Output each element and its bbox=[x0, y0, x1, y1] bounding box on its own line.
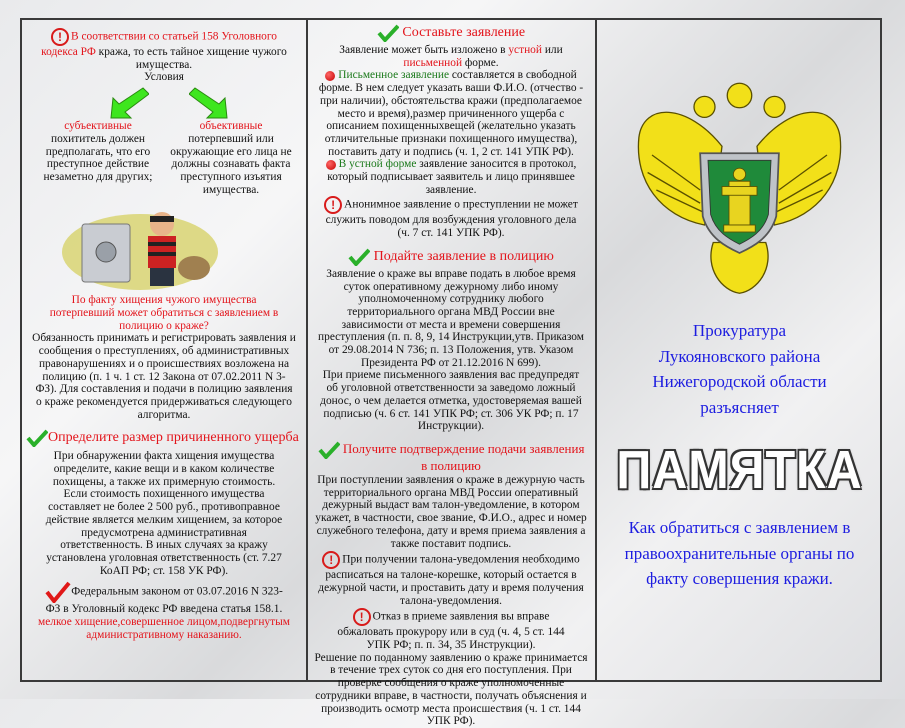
bullet-icon bbox=[326, 160, 336, 170]
column-middle bbox=[309, 20, 593, 728]
thief-illustration bbox=[60, 202, 220, 290]
prosecutor-emblem-logo bbox=[617, 80, 862, 300]
exclamation-icon: ! bbox=[324, 196, 342, 214]
conditions-row bbox=[24, 120, 304, 196]
checkmark-icon bbox=[377, 24, 399, 42]
question-block: По факту хищения чужого имущества потерпевший может обратиться с заявлением в полицию о краже? Обязанность принимать и регистрировать заявления и сообщения о преступлениях, об административных правонарушениях и о происшествиях возложена на полицию (п. 1 ч. 1 ст. 12 Закона от 07.02.2011 N 3-ФЗ). Для составления и подачи в полицию заявления о краже рекомендуется придерживаться следующего алгоритма. bbox=[32, 294, 296, 421]
exclamation-icon: ! bbox=[322, 551, 340, 569]
column-left bbox=[24, 20, 304, 680]
checkmark-icon bbox=[318, 441, 340, 459]
subjective-block: субъективные похититель должен предполагать, что его преступное действие незаметно для других; bbox=[43, 120, 153, 183]
intro-text: ! В соответствии со статьей 158 Уголовного кодекса РФ кража, то есть тайное хищение чужого имущества. Условия bbox=[41, 30, 287, 84]
law-section: Федеральным законом от 03.07.2016 N 323-ФЗ в Уголовный кодекс РФ введена статья 158.1. мелкое хищение,совершенное лицом,подвергнутым административному наказанию. bbox=[24, 581, 304, 641]
subtitle: Как обратиться с заявлением в правоохранительные органы по факту совершения кражи. bbox=[624, 518, 855, 588]
column-divider bbox=[306, 18, 308, 682]
exclamation-icon: ! bbox=[353, 608, 371, 626]
bullet-icon bbox=[325, 71, 335, 81]
compose-section: Составьте заявление Заявление может быть изложено в устной или письменной форме. Письменное заявление составляется в свободной форме. В нем следует указать ваши Ф.И.О. (отчество - при наличии), обстоятельства кражи (предполагаемое место и время),размер причиненного ущерба с описанием похищенныхвещей (желательно указать отличительные признаки похищенного имущества), поставить дату и подпись (ч. 1, 2 ст. 141 УПК РФ). В устной форме заявление заносится в протокол, который подписывает заявитель и лицо принявшее заявление. ! Анонимное заявление о преступлении не может служить поводом для возбуждения уголовного дела (ч. 7 ст. 141 УПК РФ). bbox=[318, 25, 584, 240]
damage-heading: Определите размер причиненного ущерба bbox=[48, 430, 299, 446]
column-right bbox=[597, 20, 882, 680]
conditions-label: Условия bbox=[144, 71, 184, 84]
objective-block: объективные потерпевший или окружающие его лица не должны сознавать факта преступного изъятия имущества. bbox=[170, 120, 292, 196]
page-title: ПАМЯТКА bbox=[616, 440, 863, 500]
red-checkmark-icon bbox=[45, 581, 71, 603]
confirm-section: Получите подтверждение подачи заявления в полицию При поступлении заявления о краже в дежурную часть территориального органа МВД России оперативный дежурный выдаст вам талон-уведомление, в котором укажет, в частности, свое звание, Ф.И.О., адрес и номер служебного телефона, дату и время приема заявления а также поставит подпись. ! При получении талона-уведомления необходимо расписаться на талоне-корешке, который остается в дежурной части, и проставить дату и время получения талона-уведомления. ! Отказ в приеме заявления вы вправе обжаловать прокурору или в суд (ч. 4, 5 ст. 144 УПК РФ; п. п. 34, 35 Инструкции). Решение по поданному заявлению о краже принимается в течение трех суток со дня его поступления. При проверке сообщения о краже уполномоченные сотрудники вправе, в частности, получать объяснения и производить осмотр места происшествия (ч. 1 ст. 144 УПК РФ). bbox=[314, 440, 588, 728]
arrows bbox=[24, 84, 304, 120]
damage-section: Определите размер причиненного ущерба При обнаружении факта хищения имущества определите, какие вещи и в каком количестве похищены, а также их примерную стоимость. Если стоимость похищенного имущества составляет не более 2 500 руб., противоправное действие является мелким хищением, за которое предусмотрена административная ответственность. В иных случаях за кражу установлена уголовная ответственность (ст. 7.27 КоАП РФ; ст. 158 УК РФ). bbox=[24, 429, 304, 577]
arrow-down-left-icon bbox=[109, 84, 149, 120]
checkmark-icon bbox=[26, 429, 48, 447]
checkmark-icon bbox=[348, 248, 370, 266]
submit-section: Подайте заявление в полицию Заявление о краже вы вправе подать в любое время суток оперативному дежурному либо иному уполномоченному сотруднику любого территориального органа МВД России вне зависимости от места и времени совершения преступления (п. п. 8, 9, 14 Инструкции,утв. Приказом от 29.08.2014 N 736; п. 13 Положения, утв. Указом Президента РФ от 21.12.2016 N 699). При приеме письменного заявления вас предупредят об уголовной ответственности за заведомо ложный донос, о чем делается отметка, удостоверяемая вашей подписью (ч. 6 ст. 141 УПК РФ; ст. 306 УК РФ; п. 17 Инструкции). bbox=[318, 249, 584, 433]
arrow-down-right-icon bbox=[189, 84, 229, 120]
exclamation-icon: ! bbox=[51, 28, 69, 46]
organization-block: Прокуратура Лукояновского района Нижегородской области разъясняет bbox=[652, 321, 827, 417]
